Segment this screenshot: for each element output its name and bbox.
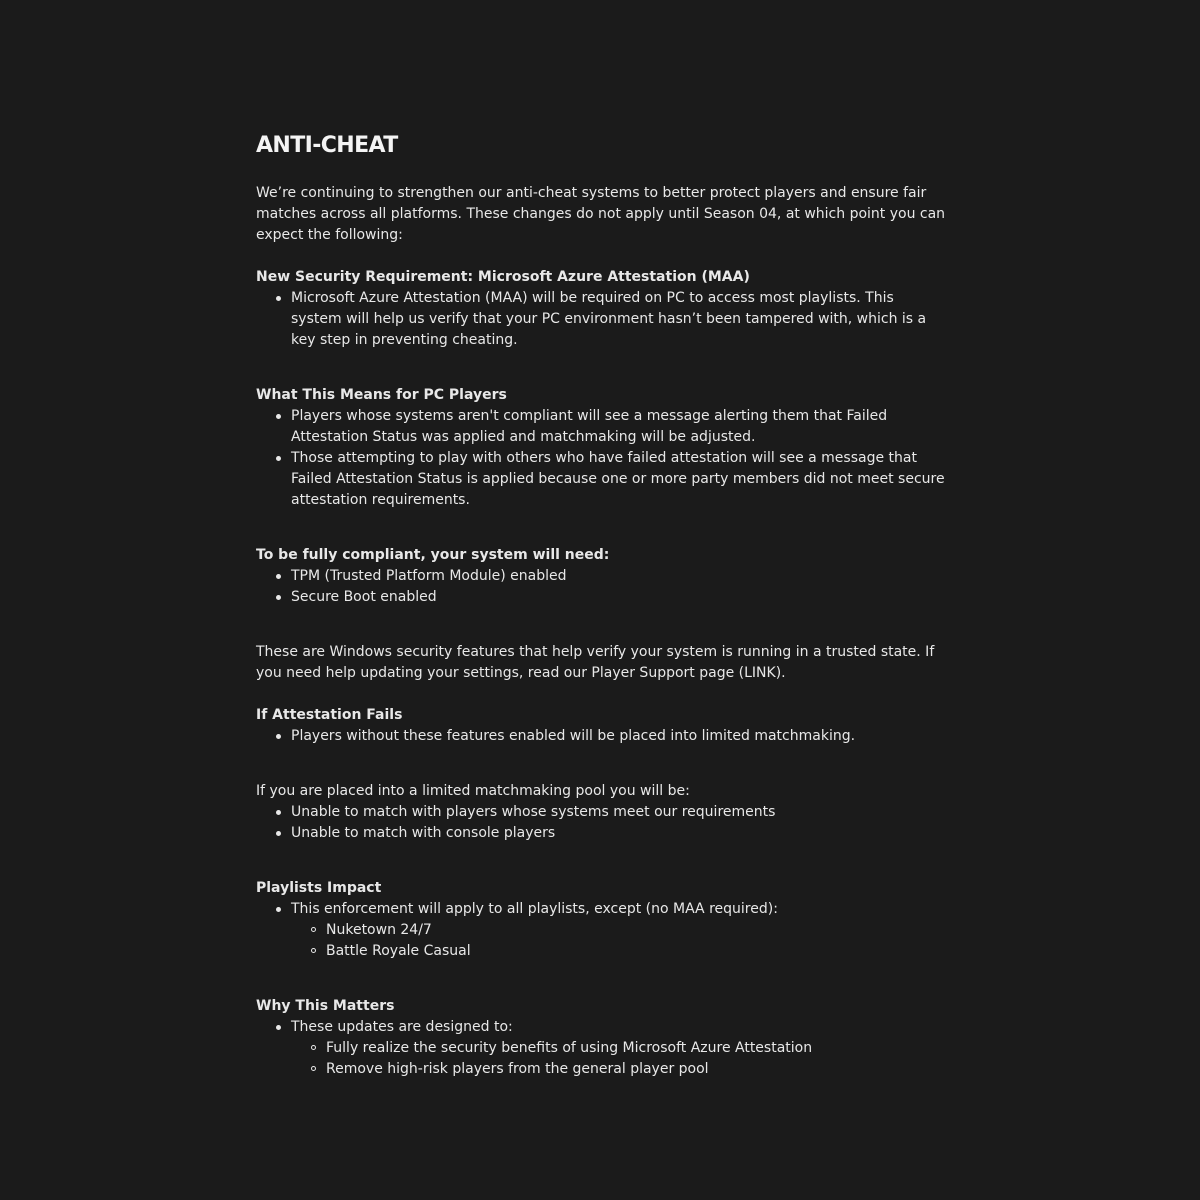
- list-item: Microsoft Azure Attestation (MAA) will be required on PC to access most playlists. This system will help us verify that your PC environment hasn’t been tampered with, which is a key step in preventing cheating.: [291, 288, 946, 351]
- playlists-item-text: This enforcement will apply to all playlists, except (no MAA required):: [291, 901, 778, 917]
- compliance-heading: To be fully compliant, your system will need:: [256, 547, 610, 563]
- why-list: [256, 1017, 946, 1080]
- page-title: ANTI-CHEAT: [256, 133, 398, 158]
- list-item: Unable to match with console players: [291, 823, 946, 844]
- list-item: Those attempting to play with others who have failed attestation will see a message that Failed Attestation Status is applied because one or more party members did not meet secure attestation requirements.: [291, 448, 946, 511]
- maa-heading: New Security Requirement: Microsoft Azure Attestation (MAA): [256, 269, 750, 285]
- windows-note-paragraph: These are Windows security features that help verify your system is running in a trusted state. If you need help updating your settings, read our Player Support page (LINK).: [256, 644, 935, 681]
- maa-list: [256, 288, 946, 351]
- list-item: Secure Boot enabled: [291, 587, 946, 608]
- limited-intro: If you are placed into a limited matchmaking pool you will be:: [256, 783, 690, 799]
- fails-heading: If Attestation Fails: [256, 707, 403, 723]
- list-item: TPM (Trusted Platform Module) enabled: [291, 566, 946, 587]
- sub-list-item: Battle Royale Casual: [326, 941, 946, 962]
- pc-players-list: [256, 406, 946, 511]
- list-item: [291, 899, 946, 962]
- playlists-list: [256, 899, 946, 962]
- article: [256, 128, 946, 1080]
- list-item: Players without these features enabled will be placed into limited matchmaking.: [291, 726, 946, 747]
- fails-list: [256, 726, 946, 747]
- why-sublist: [291, 1038, 946, 1080]
- pc-players-heading: What This Means for PC Players: [256, 387, 507, 403]
- list-item: [291, 1017, 946, 1080]
- limited-list: [256, 802, 946, 844]
- compliance-list: [256, 566, 946, 608]
- playlists-sublist: [291, 920, 946, 962]
- sub-list-item: Nuketown 24/7: [326, 920, 946, 941]
- list-item: Players whose systems aren't compliant will see a message alerting them that Failed Attestation Status was applied and matchmaking will be adjusted.: [291, 406, 946, 448]
- sub-list-item: Fully realize the security benefits of using Microsoft Azure Attestation: [326, 1038, 946, 1059]
- why-item-text: These updates are designed to:: [291, 1019, 513, 1035]
- list-item: Unable to match with players whose systems meet our requirements: [291, 802, 946, 823]
- intro-paragraph: We’re continuing to strengthen our anti-cheat systems to better protect players and ensure fair matches across all platforms. These changes do not apply until Season 04, at which point you can expect the following:: [256, 185, 946, 243]
- sub-list-item: Remove high-risk players from the general player pool: [326, 1059, 946, 1080]
- why-heading: Why This Matters: [256, 998, 395, 1014]
- playlists-heading: Playlists Impact: [256, 880, 382, 896]
